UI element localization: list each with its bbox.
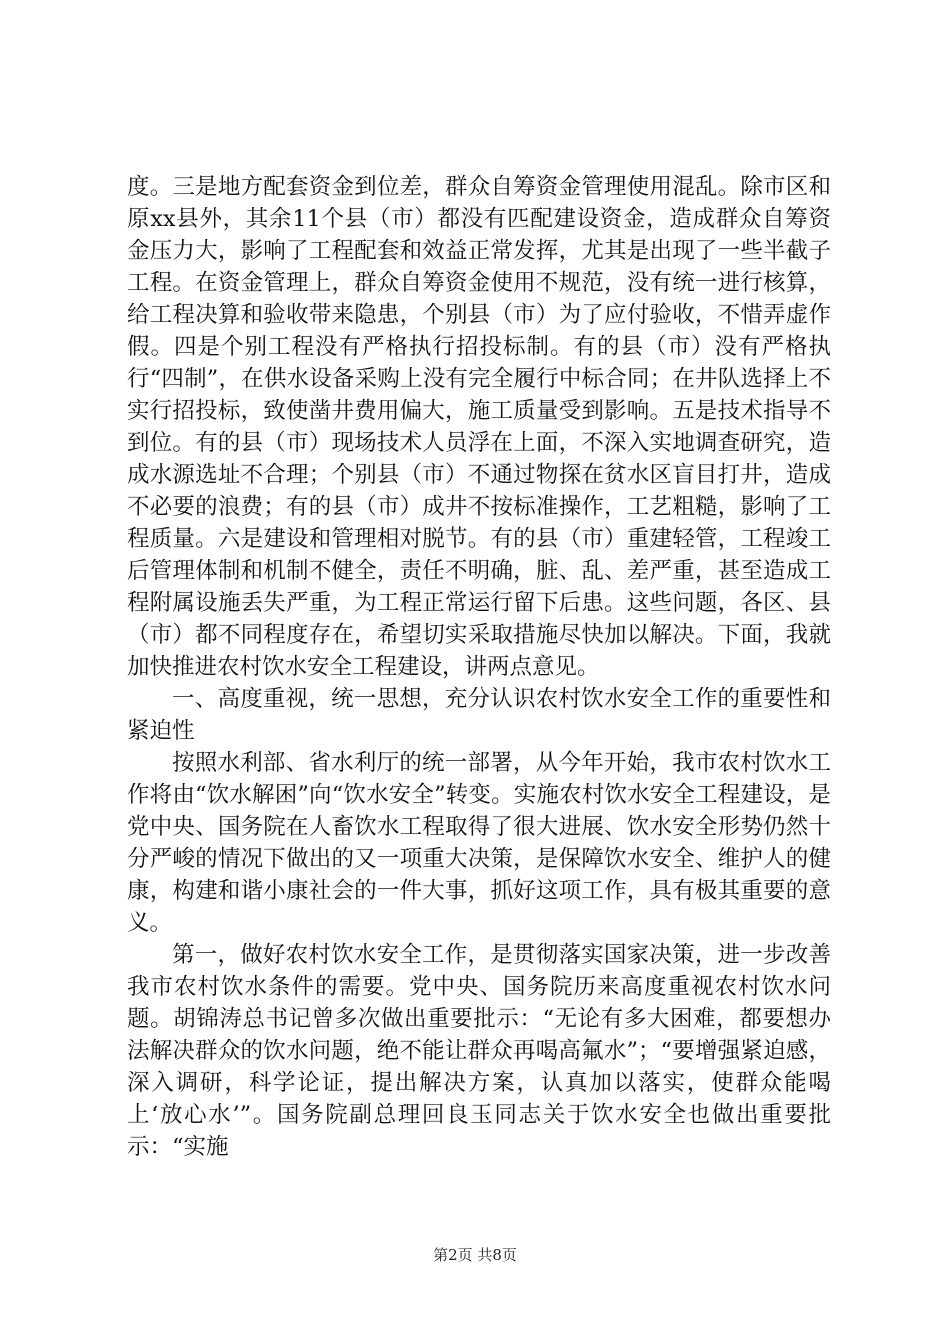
paragraph-problems: 度。三是地方配套资金到位差，群众自筹资金管理使用混乱。除市区和原xx县外，其余11个县（市）都没有匹配建设资金，造成群众自筹资金压力大，影响了工程配套和效益正常发挥，尤其是出现了一些半截子工程。在资金管理上，群众自筹资金使用不规范，没有统一进行核算，给工程决算和验收带来隐患，个别县（市）为了应付验收，不惜弄虚作假。四是个别工程没有严格执行招投标制。有的县（市）没有严格执行“四制”，在供水设备采购上没有完全履行中标合同；在井队选择上不实行招投标，致使凿井费用偏大，施工质量受到影响。五是技术指导不到位。有的县（市）现场技术人员浮在上面，不深入实地调查研究，造成水源选址不合理；个别县（市）不通过物探在贫水区盲目打井，造成不必要的浪费；有的县（市）成井不按标准操作，工艺粗糙，影响了工程质量。六是建设和管理相对脱节。有的县（市）重建轻管，工程竣工后管理体制和机制不健全，责任不明确，脏、乱、差严重，甚至造成工程附属设施丢失严重，为工程正常运行留下后患。这些问题，各区、县（市）都不同程度存在，希望切实采取措施尽快加以解决。下面，我就加快推进农村饮水安全工程建设，讲两点意见。 [127,174,831,680]
paragraph-first-point: 第一，做好农村饮水安全工作，是贯彻落实国家决策，进一步改善我市农村饮水条件的需要。党中央、国务院历来高度重视农村饮水问题。胡锦涛总书记曾多次做出重要批示：“无论有多大困难，都要想办法解决群众的饮水问题，绝不能让群众再喝高氟水”；“要增强紧迫感，深入调研，科学论证，提出解决方案，认真加以落实，使群众能喝上‘放心水’”。国务院副总理回良玉同志关于饮水安全也做出重要批示：“实施 [127,942,831,1160]
body-text [127,171,831,1163]
page-number-footer: 第2页 共8页 [433,1246,517,1264]
section-heading: 一、高度重视，统一思想，充分认识农村饮水安全工作的重要性和紧迫性 [127,686,831,744]
paragraph-deployment: 按照水利部、省水利厅的统一部署，从今年开始，我市农村饮水工作将由“饮水解困”向“饮水安全”转变。实施农村饮水安全工程建设，是党中央、国务院在人畜饮水工程取得了很大进展、饮水安全形势仍然十分严峻的情况下做出的又一项重大决策，是保障饮水安全、维护人的健康，构建和谐小康社会的一件大事，抓好这项工作，具有极其重要的意义。 [127,750,831,936]
